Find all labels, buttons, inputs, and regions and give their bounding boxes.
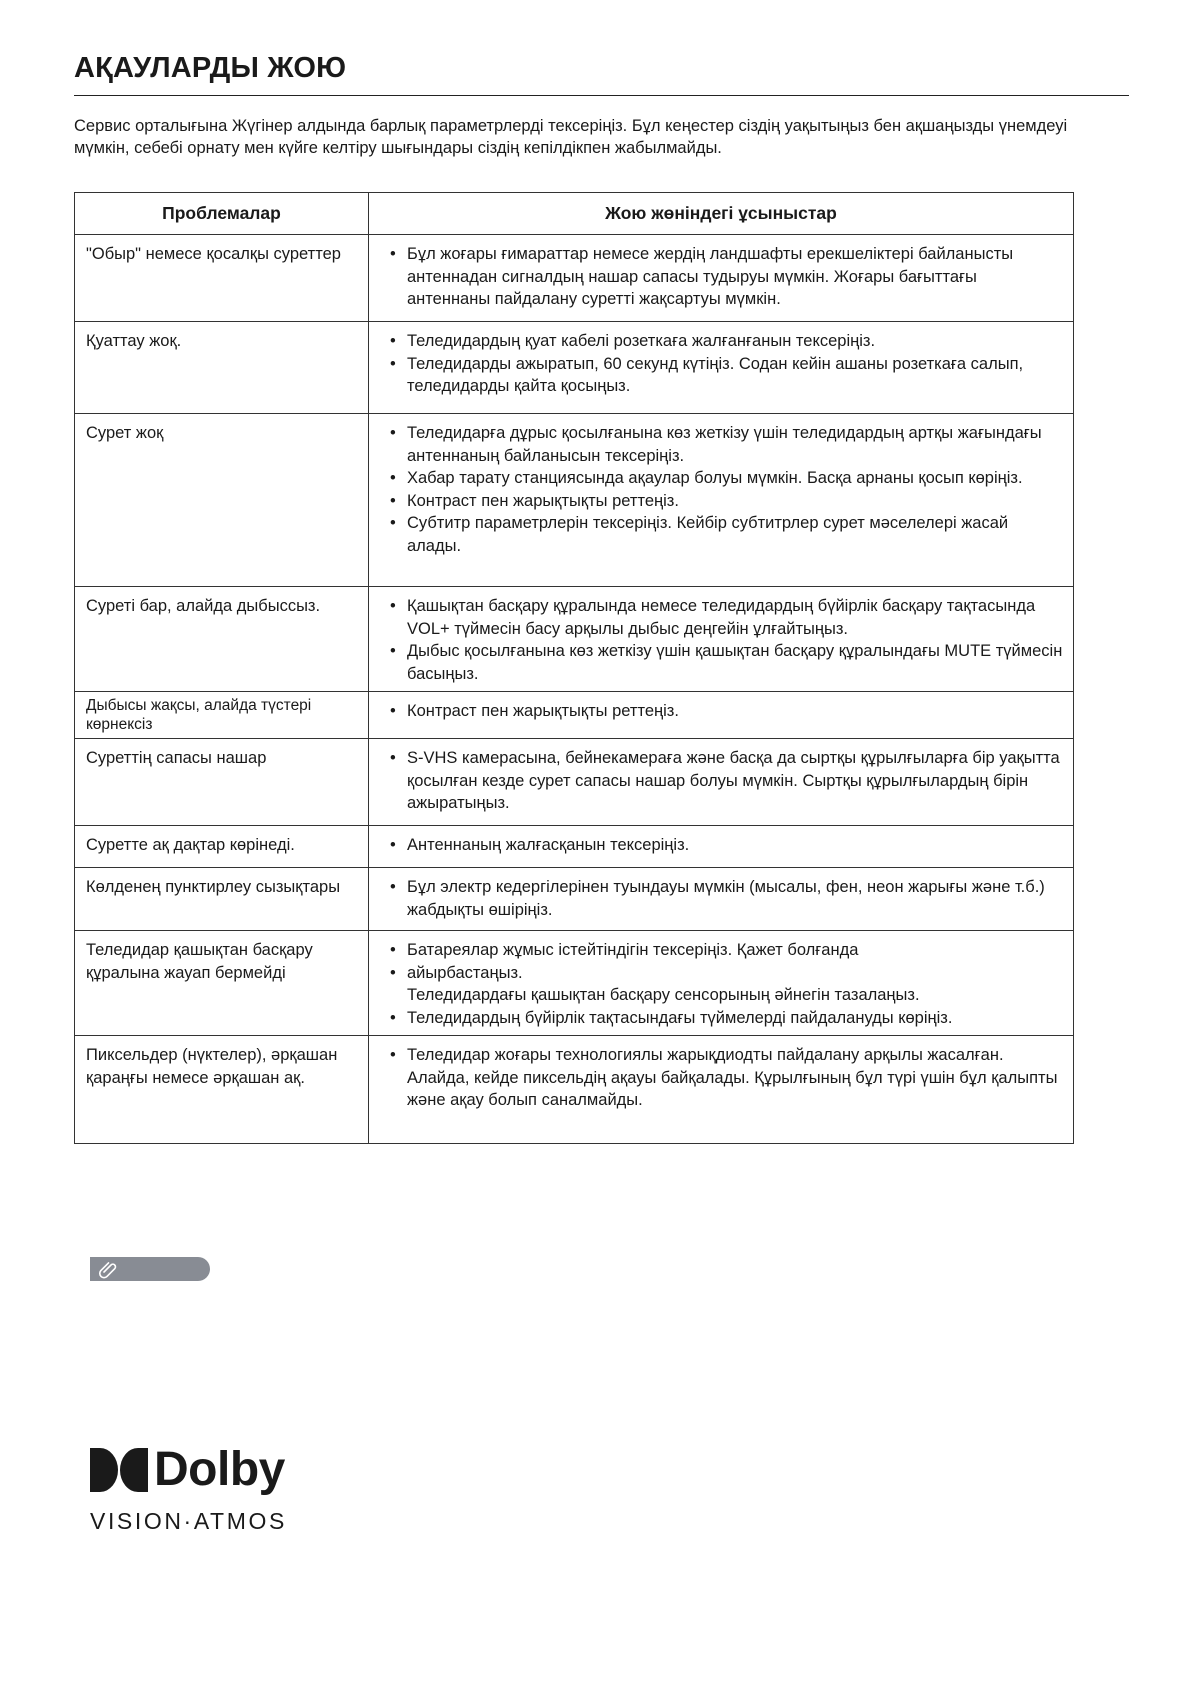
solution-cell	[369, 1036, 1074, 1144]
solution-item: • айырбастаңыз.	[387, 962, 1063, 985]
problem-cell: Пиксельдер (нүктелер), әрқашан қараңғы немесе әрқашан ақ.	[75, 1036, 369, 1144]
dolby-double-d-icon	[90, 1448, 148, 1492]
problem-cell: Суретте ақ дақтар көрінеді.	[75, 826, 369, 868]
solution-item: • Дыбыс қосылғанына көз жеткізу үшін қашықтан басқару құралындағы MUTE түймесін басыңыз.	[387, 640, 1063, 685]
dolby-wordmark: Dolby	[154, 1443, 285, 1496]
table-row	[75, 739, 1074, 826]
paperclip-icon	[98, 1259, 118, 1279]
solution-item: • Бұл жоғары ғимараттар немесе жердің ландшафты ерекшеліктері байланысты антеннадан сигналдың нашар сапасы тудыруы мүмкін. Жоғары бағыттағы антеннаны пайдалану суретті жақсартуы мүмкін.	[387, 243, 1063, 311]
solution-item: Теледидардағы қашықтан басқару сенсорының әйнегін тазалаңыз.	[407, 986, 920, 1004]
problem-cell: "Обыр" немесе қосалқы суреттер	[75, 235, 369, 322]
solution-item: • Қашықтан басқару құралында немесе теледидардың бүйірлік басқару тақтасында VOL+ түймесін басу арқылы дыбыс деңгейін ұлғайтыңыз.	[387, 595, 1063, 640]
table-row	[75, 826, 1074, 868]
solution-item: • Антеннаның жалғасқанын тексеріңіз.	[387, 834, 1063, 857]
problem-cell: Теледидар қашықтан басқару құралына жауап бермейді	[75, 931, 369, 1036]
solution-item: • Теледидарды ажыратып, 60 секунд күтіңіз. Содан кейін ашаны розеткаға салып, теледидарды қайта қосыңыз.	[387, 353, 1063, 398]
solution-cell	[369, 414, 1074, 587]
troubleshooting-table	[74, 192, 1074, 1144]
solution-item: • Теледидар жоғары технологиялы жарықдиодты пайдалану арқылы жасалған. Алайда, кейде пиксельдің ақауы байқалады. Құрылғының бұл түрі үшін бұл қалыпты және ақау болып саналмайды.	[387, 1044, 1063, 1112]
problem-cell: Көлденең пунктирлеу сызықтары	[75, 868, 369, 931]
solution-item: • Теледидарға дұрыс қосылғанына көз жеткізу үшін теледидардың артқы жағындағы антеннаның байланысын тексеріңіз.	[387, 422, 1063, 467]
solution-item: • Контраст пен жарықтықты реттеңіз.	[387, 700, 1063, 723]
solution-cell	[369, 826, 1074, 868]
problem-cell: Суреті бар, алайда дыбыссыз.	[75, 587, 369, 692]
note-label-bar	[90, 1257, 210, 1281]
solution-item: • Теледидардың қуат кабелі розеткаға жалғанғанын тексеріңіз.	[387, 330, 1063, 353]
title-divider	[74, 95, 1129, 96]
solution-cell	[369, 322, 1074, 414]
header-problems: Проблемалар	[75, 193, 369, 235]
solution-cell	[369, 692, 1074, 739]
solution-item: • Теледидардың бүйірлік тақтасындағы түймелерді пайдалануды көріңіз.	[387, 1007, 1063, 1030]
solution-item: • Бұл электр кедергілерінен туындауы мүмкін (мысалы, фен, неон жарығы және т.б.) жабдықты өшіріңіз.	[387, 876, 1063, 921]
problem-cell: Қуаттау жоқ.	[75, 322, 369, 414]
header-solutions: Жою жөніндегі ұсыныстар	[369, 193, 1074, 235]
intro-paragraph: Сервис орталығына Жүгінер алдында барлық параметрлерді тексеріңіз. Бұл кеңестер сіздің уақытыңыз бен ақшаңызды үнемдеуі мүмкін, себебі орнату мен күйге келтіру шығындары сіздің кепілдікпен жабылмайды.	[74, 117, 1068, 157]
problem-cell: Дыбысы жақсы, алайда түстері көрнексіз	[75, 692, 369, 739]
table-row	[75, 931, 1074, 1036]
solution-cell	[369, 931, 1074, 1036]
problem-cell: Суреттің сапасы нашар	[75, 739, 369, 826]
solution-cell	[369, 868, 1074, 931]
table-row	[75, 587, 1074, 692]
problem-cell: Сурет жоқ	[75, 414, 369, 587]
solution-item: • Субтитр параметрлерін тексеріңіз. Кейбір субтитрлер сурет мәселелері жасай алады.	[387, 512, 1063, 557]
dolby-tagline: VISION·ATMOS	[90, 1508, 287, 1534]
table-row	[75, 235, 1074, 322]
solution-item: • Батареялар жұмыс істейтіндігін тексеріңіз. Қажет болғанда	[387, 939, 1063, 962]
solution-cell	[369, 235, 1074, 322]
table-header-row	[75, 193, 1074, 235]
solution-cell	[369, 739, 1074, 826]
table-row	[75, 322, 1074, 414]
solution-item: • Контраст пен жарықтықты реттеңіз.	[387, 490, 1063, 513]
table-row	[75, 1036, 1074, 1144]
solution-item: • S-VHS камерасына, бейнекамераға және басқа да сыртқы құрылғыларға бір уақытта қосылған кезде сурет сапасы нашар болуы мүмкін. Сыртқы құрылғылардың бірін ажыратыңыз.	[387, 747, 1063, 815]
table-row	[75, 692, 1074, 739]
page-title: АҚАУЛАРДЫ ЖОЮ	[74, 52, 347, 84]
table-row	[75, 414, 1074, 587]
table-row	[75, 868, 1074, 931]
solution-item: • Хабар тарату станциясында ақаулар болуы мүмкін. Басқа арнаны қосып көріңіз.	[387, 467, 1063, 490]
solution-cell	[369, 587, 1074, 692]
